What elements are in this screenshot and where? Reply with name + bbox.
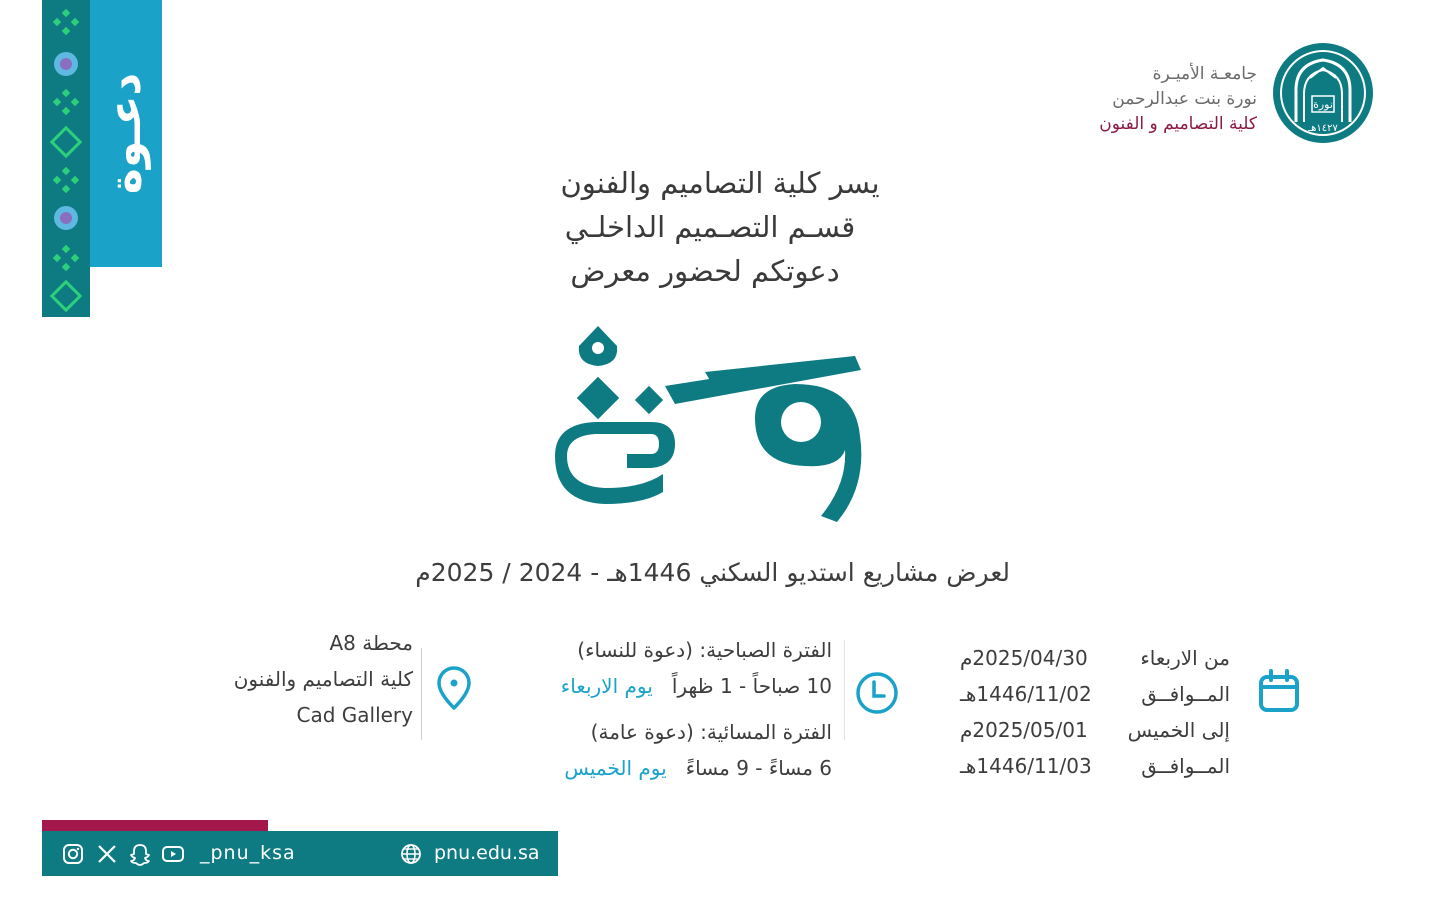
date-from-label: من الاربعاء (1140, 646, 1230, 670)
website-link[interactable]: pnu.edu.sa (434, 842, 540, 864)
dates-block (960, 640, 1230, 784)
location-gallery: Cad Gallery (296, 703, 413, 727)
college-name: كلية التصاميم و الفنون (1099, 114, 1257, 134)
date-to-value: 2025/05/01م (960, 718, 1088, 742)
seal-year-text: ١٤٢٧هـ (1308, 123, 1338, 134)
hijri-from-row (960, 676, 1230, 712)
headline-line-2: قسـم التصـميم الداخلـي (564, 210, 856, 244)
evening-row (520, 750, 832, 786)
hijri-from-value: 1446/11/02هـ (960, 682, 1092, 706)
evening-title: الفترة المسائية: (دعوة عامة) (590, 720, 832, 744)
decorative-pattern-strip (42, 0, 90, 317)
globe-icon (400, 843, 422, 865)
university-name-line2: نورة بنت عبدالرحمن (1112, 89, 1257, 109)
date-to-label: إلى الخميس (1127, 718, 1230, 742)
location-college: كلية التصاميم والفنون (233, 667, 413, 691)
headline-line-1: يسر كلية التصاميم والفنون (560, 166, 880, 200)
evening-day: يوم الخميس (564, 756, 667, 780)
hijri-from-label: المــوافــق (1141, 682, 1230, 706)
university-name-line1: جامعـة الأميـرة (1152, 64, 1257, 84)
snapchat-icon[interactable] (129, 842, 151, 866)
location-pin-icon (435, 665, 473, 711)
clock-icon (855, 671, 899, 715)
morning-hours: 10 صباحاً - 1 ظهراً (671, 674, 832, 698)
date-from-row (960, 640, 1230, 676)
time-divider (844, 640, 845, 740)
exhibition-logo (555, 326, 885, 526)
footer-accent-bar (42, 820, 268, 831)
hijri-to-value: 1446/11/03هـ (960, 754, 1092, 778)
date-from-value: 2025/04/30م (960, 646, 1088, 670)
instagram-icon[interactable] (62, 843, 84, 865)
hijri-to-label: المــوافــق (1141, 754, 1230, 778)
location-block (180, 625, 413, 733)
youtube-icon[interactable] (161, 843, 185, 865)
university-name-block (1099, 62, 1257, 137)
headline-line-3: دعوتكم لحضور معرض (570, 254, 840, 288)
university-seal-logo (1272, 42, 1374, 144)
date-to-row (960, 712, 1230, 748)
calendar-icon (1258, 669, 1300, 713)
morning-row (520, 668, 832, 704)
invitation-word: دعـوة (100, 72, 152, 195)
social-handle[interactable]: _pnu_ksa (200, 842, 296, 864)
morning-title: الفترة الصباحية: (دعوة للنساء) (577, 638, 832, 662)
location-divider (421, 648, 422, 740)
x-twitter-icon[interactable] (96, 843, 118, 865)
hijri-to-row (960, 748, 1230, 784)
seal-inner-text: نورة (1313, 98, 1333, 111)
times-block (520, 632, 832, 786)
invitation-banner (90, 0, 162, 267)
location-station: محطة A8 (329, 631, 413, 655)
evening-hours: 6 مساءً - 9 مساءً (685, 756, 832, 780)
exhibition-purpose: لعرض مشاريع استديو السكني 1446هـ - 2024 / 2025م (415, 558, 1010, 587)
morning-day: يوم الاربعاء (560, 674, 653, 698)
pattern-ornaments (42, 0, 90, 317)
